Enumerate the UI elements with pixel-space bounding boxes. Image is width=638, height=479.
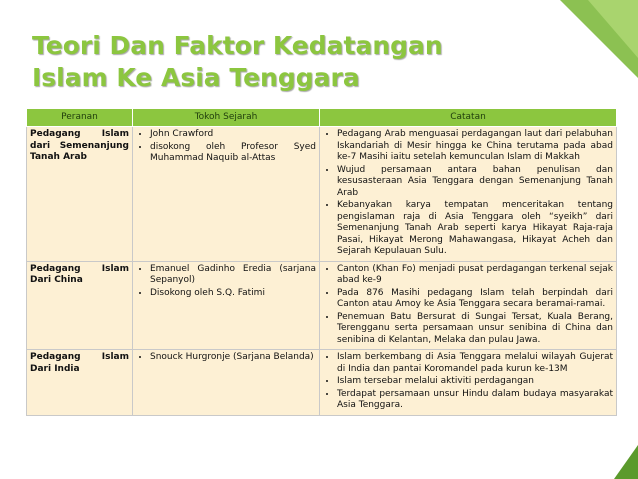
header-catatan: Catatan [320,109,617,127]
title-line-1: Teori Dan Faktor Kedatangan [32,31,443,60]
catatan-item: • Canton (Khan Fo) menjadi pusat perdagangan terkenal sejak abad ke-9 [337,264,613,287]
catatan-item: • Wujud persamaan antara bahan penulisan dan kesusasteraan Asia Tenggara dengan Semenanjung Tanah Arab [337,165,613,200]
catatan-item: • Kebanyakan karya tempatan menceritakan tentang pengislaman raja di Asia Tenggara oleh “syeikh” dari Semenanjung Tanah Arab seperti karya Hikayat Raja-raja Pasai, Hikayat Merong Mahawangasa, Hikayat Acheh dan Sejarah Kepulauan Sulu. [337,200,613,258]
role-cell: Pedagang Islam Dari India [27,350,133,416]
corner-decoration-bottom [614,445,638,479]
catatan-cell [320,350,617,416]
role-cell: Pedagang Islam Dari China [27,261,133,350]
catatan-item: • Penemuan Batu Bersurat di Sungai Tersat, Kuala Berang, Terengganu serta persamaan unsur senibina di China dan senibina di Kelantan, Melaka dan pulau Jawa. [337,312,613,347]
tokoh-cell [133,127,320,262]
catatan-item: • Terdapat persamaan unsur Hindu dalam budaya masyarakat Asia Tenggara. [337,389,613,412]
tokoh-cell [133,261,320,350]
title-line-2: Islam Ke Asia Tenggara [32,63,360,92]
catatan-cell [320,261,617,350]
header-tokoh-sejarah: Tokoh Sejarah [133,109,320,127]
tokoh-item: • John Crawford [150,129,316,141]
tokoh-item: • Emanuel Gadinho Eredia (sarjana Sepanyol) [150,264,316,287]
tokoh-cell [133,350,320,416]
table-row [27,261,617,350]
content-table [26,108,617,416]
slide-title [32,30,443,94]
tokoh-item: • Snouck Hurgronje (Sarjana Belanda) [150,352,316,364]
header-peranan: Peranan [27,109,133,127]
role-cell: Pedagang Islam dari Semenanjung Tanah Arab [27,127,133,262]
catatan-item: • Islam berkembang di Asia Tenggara melalui wilayah Gujerat di India dan pantai Koromandel pada kurun ke-13M [337,352,613,375]
tokoh-item: • disokong oleh Profesor Syed Muhammad Naquib al-Attas [150,142,316,165]
table-header-row [27,109,617,127]
table-row [27,127,617,262]
tokoh-item: • Disokong oleh S.Q. Fatimi [150,288,316,300]
catatan-cell [320,127,617,262]
corner-decoration-top-inner [588,0,638,58]
catatan-item: • Pedagang Arab menguasai perdagangan laut dari pelabuhan Iskandariah di Mesir hingga ke China terutama pada abad ke-7 Masihi iaitu setelah kemunculan Islam di Makkah [337,129,613,164]
catatan-item: • Pada 876 Masihi pedagang Islam telah berpindah dari Canton atau Amoy ke Asia Tenggara secara beramai-ramai. [337,288,613,311]
table-row [27,350,617,416]
catatan-item: • Islam tersebar melalui aktiviti perdagangan [337,376,613,388]
